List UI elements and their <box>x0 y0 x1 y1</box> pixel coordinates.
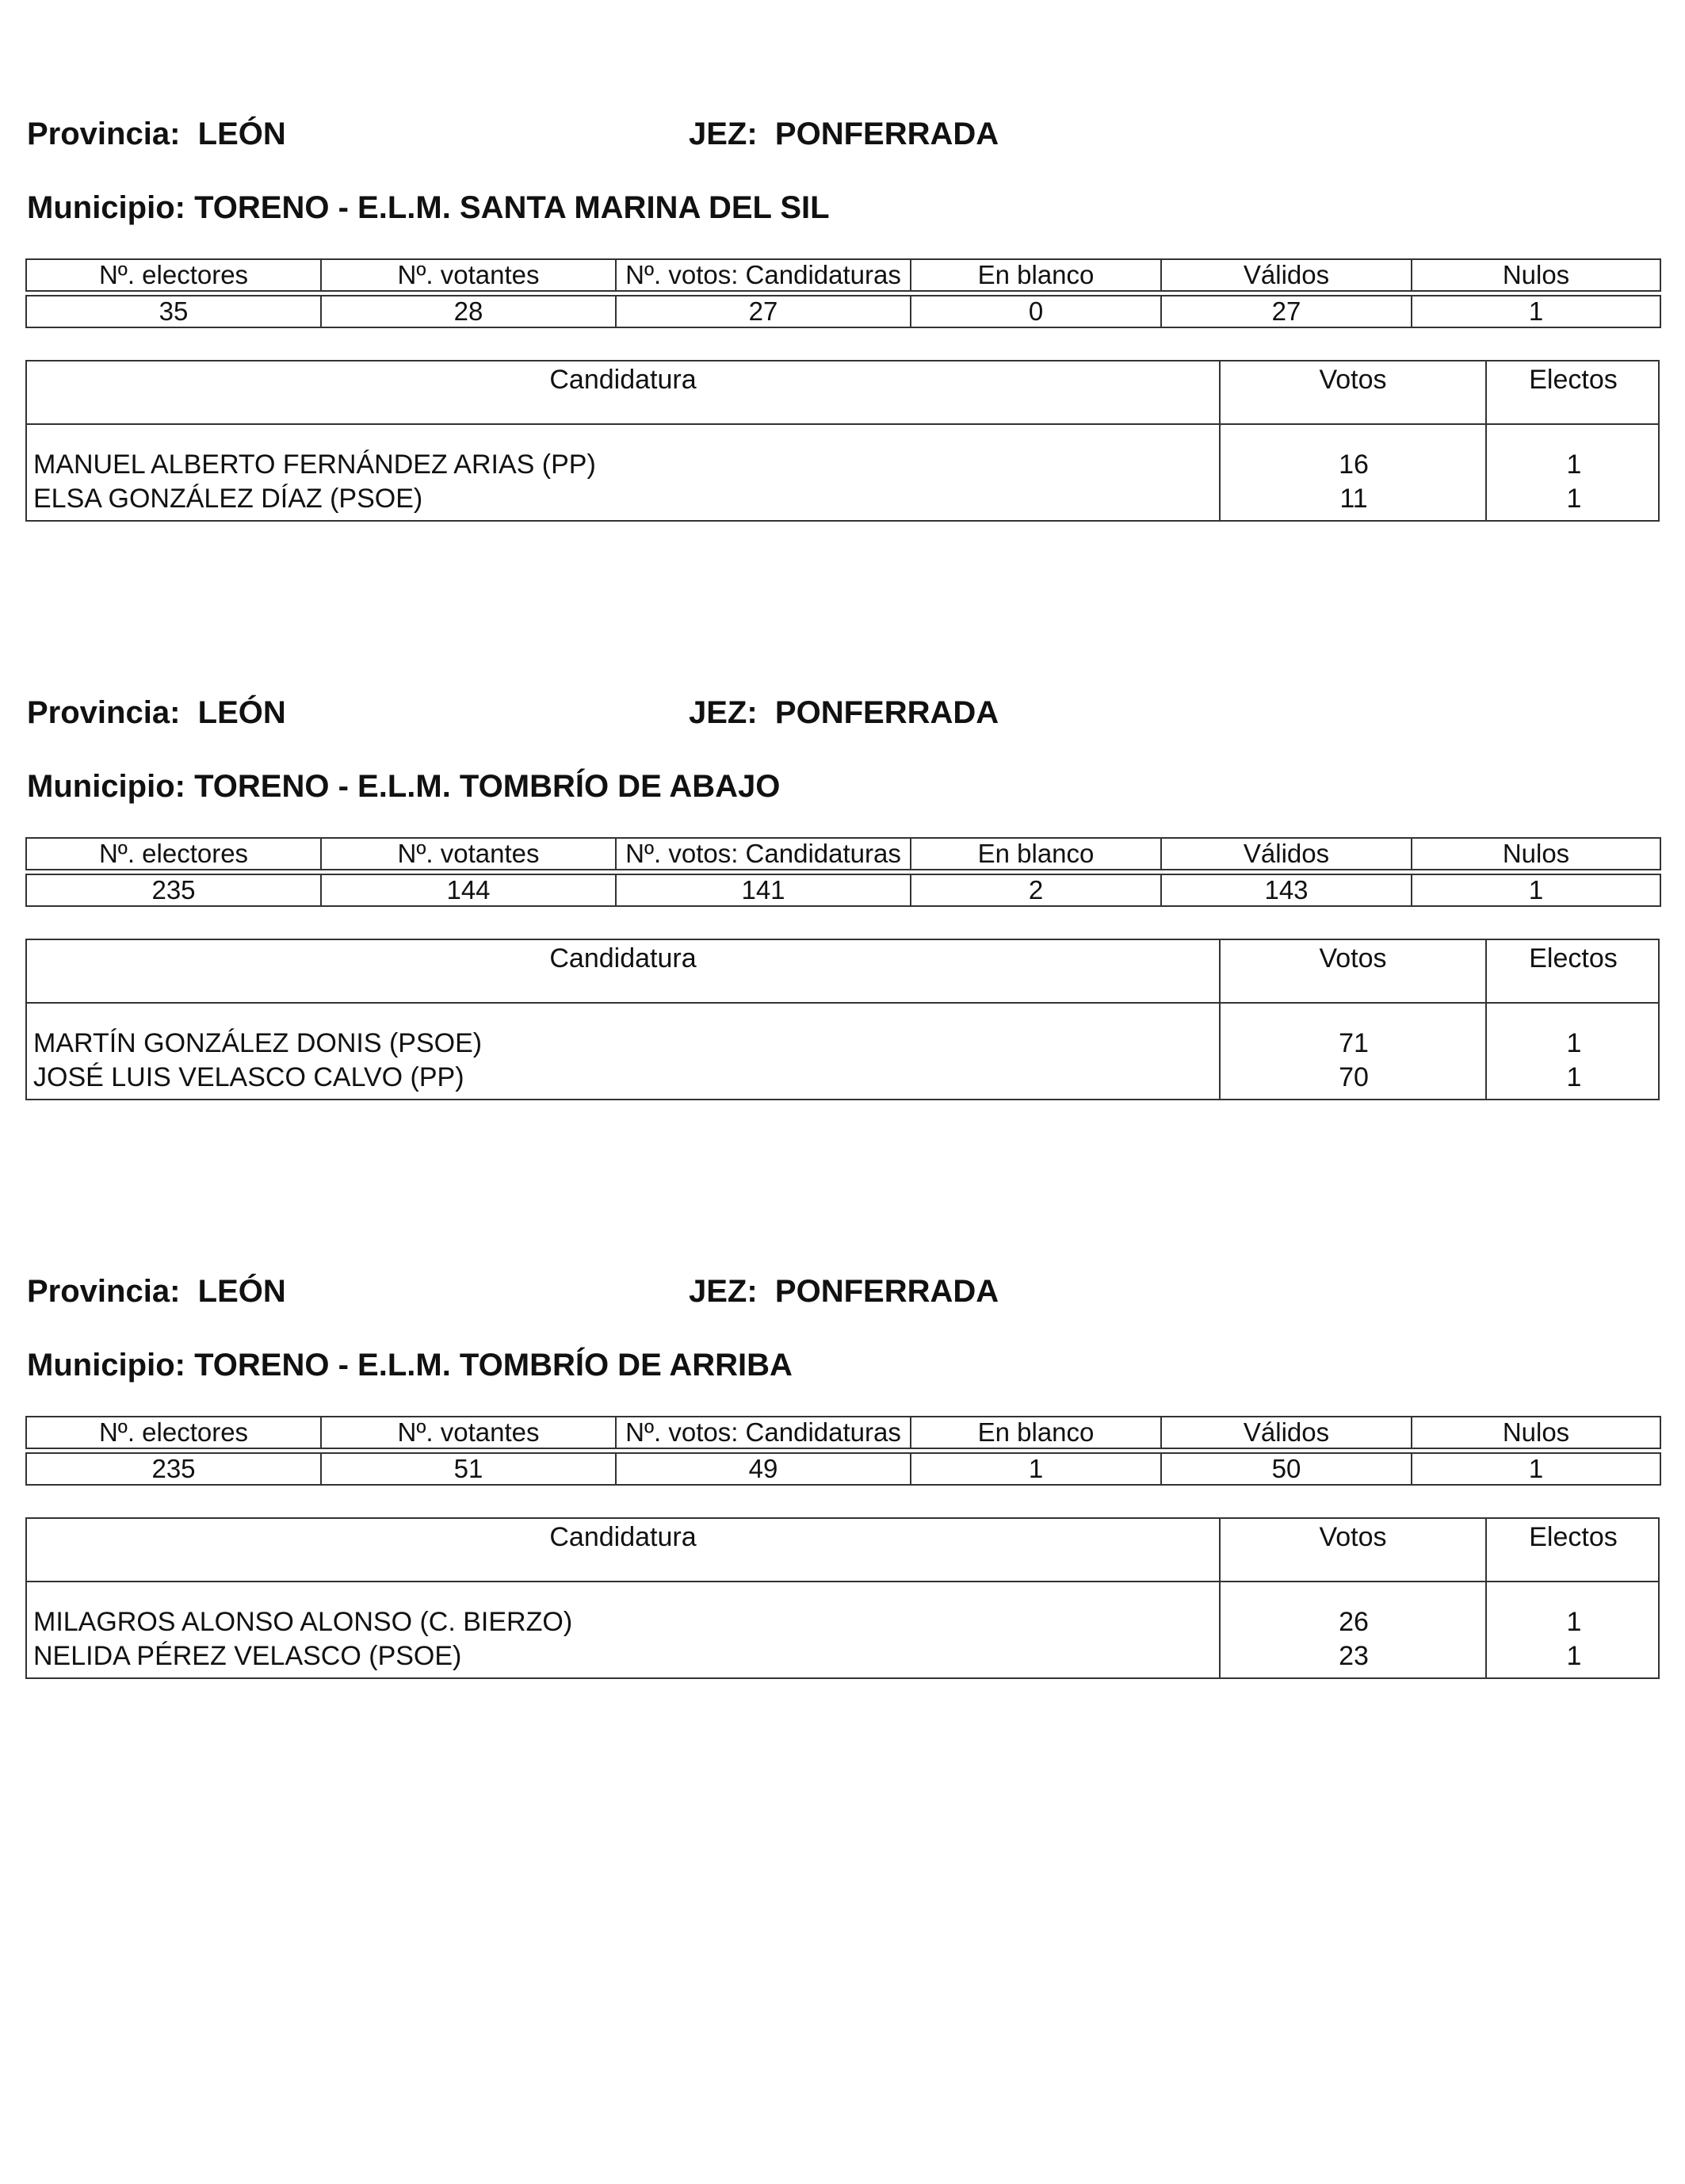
stats-header-cell: Válidos <box>1161 1417 1412 1448</box>
header-divider <box>27 1581 1658 1582</box>
result-section <box>25 0 1660 514</box>
stats-value-cell: 51 <box>321 1453 616 1485</box>
electos-header: Electos <box>1529 943 1618 973</box>
jez-heading <box>689 115 999 153</box>
candidate-votes: 16 <box>1339 449 1369 480</box>
stats-value-cell: 49 <box>616 1453 911 1485</box>
stats-value-cell: 27 <box>1161 296 1412 327</box>
stats-value-row <box>26 296 1660 327</box>
candidates-table <box>25 360 1660 522</box>
municipio-heading <box>27 189 830 227</box>
candidatura-header: Candidatura <box>549 1522 697 1552</box>
candidate-name: MILAGROS ALONSO ALONSO (C. BIERZO) <box>33 1607 573 1637</box>
provincia-heading <box>27 694 286 732</box>
stats-header-cell: Válidos <box>1161 838 1412 870</box>
stats-header-cell: Nulos <box>1412 1417 1660 1448</box>
municipio-value: TORENO - E.L.M. TOMBRÍO DE ARRIBA <box>194 1348 793 1383</box>
provincia-value: LEÓN <box>197 1274 286 1309</box>
provincia-label: Provincia: <box>27 695 181 730</box>
result-section <box>25 1157 1660 1671</box>
candidate-votes: 11 <box>1339 484 1368 514</box>
jez-label: JEZ: <box>689 1274 758 1309</box>
stats-value-cell: 1 <box>1412 296 1660 327</box>
jez-label: JEZ: <box>689 117 758 151</box>
stats-header-cell: Nº. votantes <box>321 1417 616 1448</box>
candidate-electos: 1 <box>1566 1607 1582 1637</box>
provincia-value: LEÓN <box>197 117 286 151</box>
stats-header-cell: Nº. votantes <box>321 838 616 870</box>
stats-header-cell: Nº. electores <box>26 259 321 291</box>
municipio-label: Municipio: <box>27 190 185 225</box>
stats-value-row <box>26 874 1660 906</box>
municipio-heading <box>27 767 780 805</box>
candidatura-header: Candidatura <box>549 365 697 395</box>
stats-header-cell: Nº. votos: Candidaturas <box>616 838 911 870</box>
candidate-votes: 26 <box>1339 1607 1369 1637</box>
candidate-electos: 1 <box>1566 484 1582 514</box>
stats-table <box>25 1416 1661 1486</box>
stats-value-cell: 1 <box>1412 1453 1660 1485</box>
provincia-heading <box>27 1272 286 1310</box>
provincia-heading <box>27 115 286 153</box>
stats-value-cell: 35 <box>26 296 321 327</box>
stats-header-row <box>26 259 1660 291</box>
municipio-label: Municipio: <box>27 769 185 804</box>
candidate-votes: 71 <box>1339 1028 1369 1058</box>
stats-value-cell: 1 <box>1412 874 1660 906</box>
jez-label: JEZ: <box>689 695 758 730</box>
stats-header-cell: En blanco <box>911 1417 1161 1448</box>
municipio-heading <box>27 1346 793 1384</box>
electos-header: Electos <box>1529 365 1618 395</box>
candidates-table <box>25 939 1660 1100</box>
header-divider <box>27 423 1658 425</box>
stats-header-cell: Nulos <box>1412 838 1660 870</box>
provincia-label: Provincia: <box>27 1274 181 1309</box>
stats-value-cell: 144 <box>321 874 616 906</box>
stats-value-cell: 28 <box>321 296 616 327</box>
stats-header-cell: En blanco <box>911 838 1161 870</box>
electos-header: Electos <box>1529 1522 1618 1552</box>
stats-value-cell: 0 <box>911 296 1161 327</box>
stats-value-cell: 143 <box>1161 874 1412 906</box>
jez-heading <box>689 1272 999 1310</box>
jez-value: PONFERRADA <box>774 1274 999 1309</box>
stats-value-cell: 141 <box>616 874 911 906</box>
stats-header-cell: Nº. electores <box>26 1417 321 1448</box>
candidate-name: NELIDA PÉREZ VELASCO (PSOE) <box>33 1641 462 1671</box>
stats-value-cell: 1 <box>911 1453 1161 1485</box>
candidate-votes: 70 <box>1339 1062 1369 1092</box>
stats-header-cell: Válidos <box>1161 259 1412 291</box>
jez-value: PONFERRADA <box>774 695 999 730</box>
stats-header-cell: Nº. votos: Candidaturas <box>616 259 911 291</box>
stats-value-cell: 27 <box>616 296 911 327</box>
candidate-name: ELSA GONZÁLEZ DÍAZ (PSOE) <box>33 484 423 514</box>
result-section <box>25 579 1660 1092</box>
stats-value-cell: 2 <box>911 874 1161 906</box>
candidate-votes: 23 <box>1339 1641 1369 1671</box>
candidate-electos: 1 <box>1566 1641 1582 1671</box>
stats-header-cell: Nulos <box>1412 259 1660 291</box>
candidate-electos: 1 <box>1566 1062 1582 1092</box>
candidate-name: JOSÉ LUIS VELASCO CALVO (PP) <box>33 1062 464 1092</box>
votos-header: Votos <box>1319 943 1387 973</box>
candidate-electos: 1 <box>1566 449 1582 480</box>
candidate-name: MARTÍN GONZÁLEZ DONIS (PSOE) <box>33 1028 483 1058</box>
stats-value-cell: 235 <box>26 874 321 906</box>
stats-header-cell: Nº. electores <box>26 838 321 870</box>
stats-header-row <box>26 1417 1660 1448</box>
votos-header: Votos <box>1319 1522 1387 1552</box>
stats-header-cell: En blanco <box>911 259 1161 291</box>
stats-value-cell: 235 <box>26 1453 321 1485</box>
candidate-name: MANUEL ALBERTO FERNÁNDEZ ARIAS (PP) <box>33 449 596 480</box>
stats-header-cell: Nº. votos: Candidaturas <box>616 1417 911 1448</box>
jez-heading <box>689 694 999 732</box>
municipio-value: TORENO - E.L.M. TOMBRÍO DE ABAJO <box>194 769 781 804</box>
votos-header: Votos <box>1319 365 1387 395</box>
municipio-label: Municipio: <box>27 1348 185 1383</box>
stats-header-cell: Nº. votantes <box>321 259 616 291</box>
candidates-table <box>25 1517 1660 1679</box>
header-divider <box>27 1002 1658 1004</box>
stats-value-row <box>26 1453 1660 1485</box>
candidatura-header: Candidatura <box>549 943 697 973</box>
provincia-value: LEÓN <box>197 695 286 730</box>
municipio-value: TORENO - E.L.M. SANTA MARINA DEL SIL <box>194 190 830 225</box>
stats-header-row <box>26 838 1660 870</box>
stats-value-cell: 50 <box>1161 1453 1412 1485</box>
stats-table <box>25 837 1661 907</box>
provincia-label: Provincia: <box>27 117 181 151</box>
candidate-electos: 1 <box>1566 1028 1582 1058</box>
jez-value: PONFERRADA <box>774 117 999 151</box>
stats-table <box>25 258 1661 328</box>
